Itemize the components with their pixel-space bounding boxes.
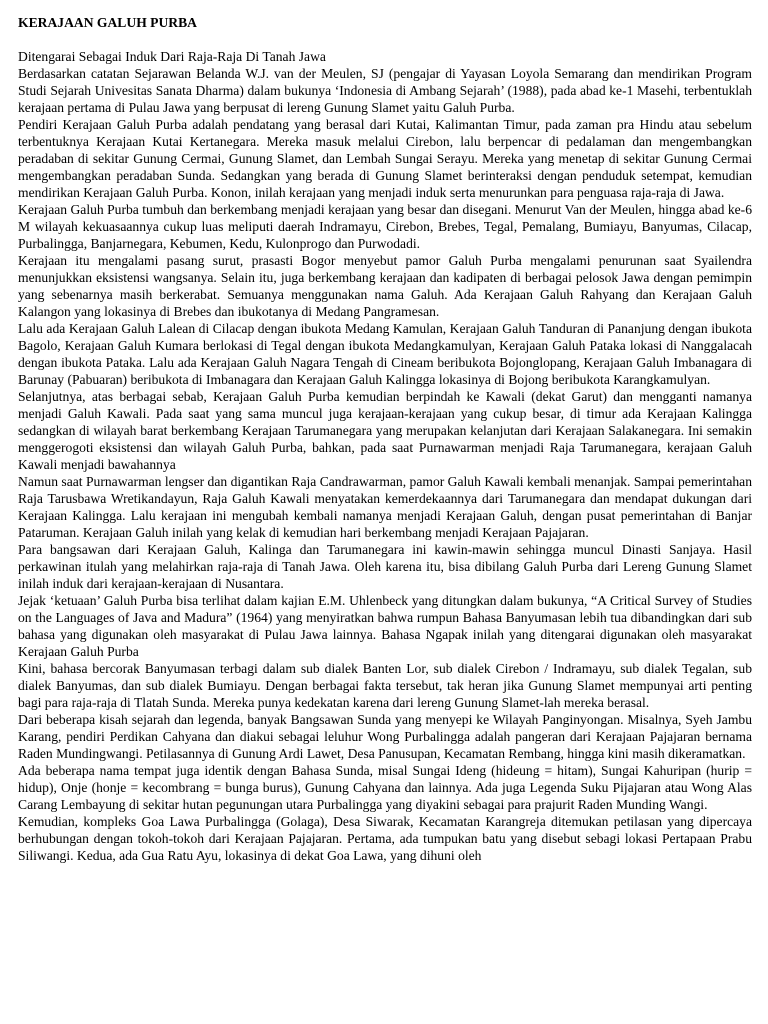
paragraph-12: Ada beberapa nama tempat juga identik dengan Bahasa Sunda, misal Sungai Ideng (hideung = hitam), Sungai Kahuripan (hurip = hidup), Onje (honje = kecombrang = bunga burus), Gunung Cahyana dan lainnya. Ada juga Legenda Suku Pijajaran atau Wong Alas Carang Lembayung di sekitar hutan pegunungan utara Purbalingga yang diyakini sebagai para prajurit Raden Munding Wangi. (18, 763, 752, 812)
document-subtitle: Ditengarai Sebagai Induk Dari Raja-Raja Di Tanah Jawa (18, 49, 326, 64)
paragraph-13: Kemudian, kompleks Goa Lawa Purbalingga (Golaga), Desa Siwarak, Kecamatan Karangreja ditemukan petilasan yang dipercaya berhubungan dengan tokoh-tokoh dari Kerajaan Pajajaran. Pertama, ada tumpukan batu yang disebut sebagi lokasi Pertapaan Prabu Siliwangi. Kedua, ada Gua Ratu Ayu, lokasinya di dekat Goa Lawa, yang dihuni oleh (18, 814, 752, 863)
paragraph-11: Dari beberapa kisah sejarah dan legenda, banyak Bangsawan Sunda yang menyepi ke Wilayah Panginyongan. Misalnya, Syeh Jambu Karang, pendiri Perdikan Cahyana dan diakui sebagai leluhur Wong Purbalingga adalah pangeran dari Kerajaan Pajajaran bernama Raden Mundingwangi. Petilasannya di Gunung Ardi Lawet, Desa Panusupan, Kecamatan Rembang, hingga kini masih dikeramatkan. (18, 712, 752, 761)
document-page (18, 14, 752, 864)
paragraph-2: Pendiri Kerajaan Galuh Purba adalah pendatang yang berasal dari Kutai, Kalimantan Timur, pada zaman pra Hindu atau sebelum terbentuknya Kerajaan Kutai Kertanegara. Mereka masuk melalui Cirebon, lalu berpencar di pedalaman dan mengembangkan peradaban di sekitar Gunung Cermai, Gunung Slamet, dan Lembah Sungai Serayu. Mereka yang menetap di sekitar Gunung Cermai mengembangkan peradaban Sunda. Sedangkan yang berada di Gunung Slamet berinteraksi dengan penduduk setempat, kemudian mendirikan Kerajaan Galuh Purba. Konon, inilah kerajaan yang menjadi induk serta menurunkan para penguasa raja-raja di Jawa. (18, 117, 752, 200)
paragraph-9: Jejak ‘ketuaan’ Galuh Purba bisa terlihat dalam kajian E.M. Uhlenbeck yang ditungkan dalam bukunya, “A Critical Survey of Studies on the Languages of Java and Madura” (1964) yang menyiratkan bahwa rumpun Bahasa Banyumasan lebih tua dibandingkan dari sub bahasa yang digunakan oleh masyarakat di Pulau Jawa lainnya. Bahasa Ngapak inilah yang ditengarai digunakan oleh masyarakat Kerajaan Galuh Purba (18, 593, 752, 659)
paragraph-5: Lalu ada Kerajaan Galuh Lalean di Cilacap dengan ibukota Medang Kamulan, Kerajaan Galuh Tanduran di Pananjung dengan ibukota Bagolo, Kerajaan Galuh Kumara berlokasi di Tegal dengan ibukota Medangkamulyan, Kerajaan Galuh Pataka lokasi di Nanggalacah dengan ibukota Pataka. Lalu ada Kerajaan Galuh Nagara Tengah di Cineam beribukota Bojonglopang, Kerajaan Galuh Imbanagara di Barunay (Pabuaran) beribukota di Imbanagara dan Kerajaan Galuh Kalingga lokasinya di Bojong beribukota Karangkamulyan. (18, 321, 752, 387)
paragraph-1: Berdasarkan catatan Sejarawan Belanda W.J. van der Meulen, SJ (pengajar di Yayasan Loyola Semarang dan mendirikan Program Studi Sejarah Univesitas Sanata Dharma) dalam bukunya ‘Indonesia di Ambang Sejarah’ (1988), pada abad ke-1 Masehi, terbentuklah kerajaan pertama di Pulau Jawa yang berpusat di lereng Gunung Slamet yaitu Galuh Purba. (18, 66, 752, 115)
paragraph-6: Selanjutnya, atas berbagai sebab, Kerajaan Galuh Purba kemudian berpindah ke Kawali (dekat Garut) dan mengganti namanya menjadi Galuh Kawali. Pada saat yang sama muncul juga kerajaan-kerajaan yang cukup besar, di timur ada Kerajaan Kalingga sedangkan di wilayah barat berkembang Kerajaan Tarumanegara yang merupakan kelanjutan dari Kerajaan Salakanegara. Ini semakin menggerogoti eksistensi dan wilayah Galuh Purba, bahkan, pada saat Purnawarman menjadi Raja Tarumanegara, kerajaan Galuh Kawali menjadi bawahannya (18, 389, 752, 472)
paragraph-8: Para bangsawan dari Kerajaan Galuh, Kalinga dan Tarumanegara ini kawin-mawin sehingga muncul Dinasti Sanjaya. Hasil perkawinan itulah yang melahirkan raja-raja di Tanah Jawa. Oleh karena itu, bisa dibilang Galuh Purba dari Lereng Gunung Slamet inilah induk dari kerajaan-kerajaan di Nusantara. (18, 542, 752, 591)
paragraph-10: Kini, bahasa bercorak Banyumasan terbagi dalam sub dialek Banten Lor, sub dialek Cirebon / Indramayu, sub dialek Tegalan, sub dialek Banyumas, dan sub dialek Bumiayu. Dengan berbagai fakta tersebut, tak heran jika Gunung Slamet mempunyai arti penting bagi para raja-raja di Tlatah Sunda. Mereka punya kedekatan karena dari lereng Gunung Slamet-lah mereka berasal. (18, 661, 752, 710)
paragraph-7: Namun saat Purnawarman lengser dan digantikan Raja Candrawarman, pamor Galuh Kawali kembali menanjak. Sampai pemerintahan Raja Tarusbawa Wretikandayun, Raja Galuh Kawali menyatakan kemerdekaannya dari Tarumanegara dan mendapat dukungan dari Kerajaan Kalingga. Lalu kerajaan ini mengubah kembali namanya menjadi Kerajaan Galuh, dengan pusat pemerintahan di Banjar Pataruman. Kerajaan Galuh inilah yang kelak di kemudian hari berkembang menjadi Kerajaan Pajajaran. (18, 474, 752, 540)
paragraph-4: Kerajaan itu mengalami pasang surut, prasasti Bogor menyebut pamor Galuh Purba mengalami penurunan saat Syailendra menunjukkan eksistensi wangsanya. Selain itu, juga berkembang kerajaan dan kadipaten di berbagai pelosok Jawa dengan pemimpin yang sebenarnya masih berkerabat. Semuanya menggunakan nama Galuh. Ada Kerajaan Galuh Rahyang dan Kerajaan Galuh Kalangon yang lokasinya di Brebes dan ibukotanya di Medang Pangramesan. (18, 253, 752, 319)
document-title: KERAJAAN GALUH PURBA (18, 15, 197, 30)
paragraph-3: Kerajaan Galuh Purba tumbuh dan berkembang menjadi kerajaan yang besar dan disegani. Menurut Van der Meulen, hingga abad ke-6 M wilayah kekuasaannya cukup luas meliputi daerah Indramayu, Cirebon, Brebes, Tegal, Pemalang, Bumiayu, Banyumas, Cilacap, Purbalingga, Banjarnegara, Kebumen, Kedu, Kulonprogo dan Purwodadi. (18, 202, 752, 251)
